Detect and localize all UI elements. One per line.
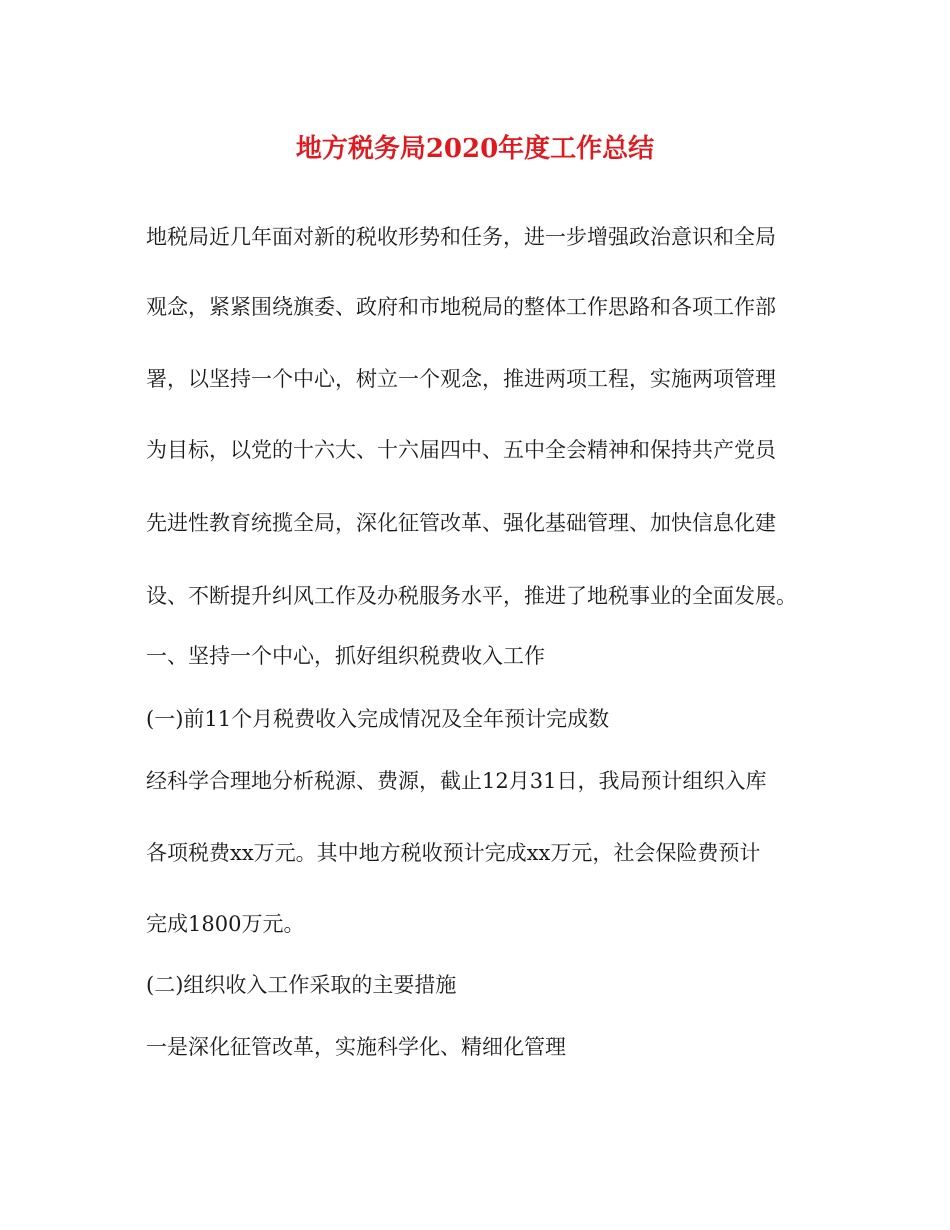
paragraph-line: 观念，紧紧围绕旗委、政府和市地税局的整体工作思路和各项工作部 — [146, 295, 776, 319]
paragraph-line: 经科学合理地分析税源、费源，截止12月31日，我局预计组织入库 — [146, 769, 767, 793]
subsection-heading: (二)组织收入工作采取的主要措施 — [146, 973, 457, 997]
document-title: 地方税务局2020年度工作总结 — [295, 134, 655, 164]
paragraph-line: 完成1800万元。 — [146, 912, 305, 936]
paragraph-line: 先进性教育统揽全局，深化征管改革、强化基础管理、加快信息化建 — [146, 511, 776, 535]
paragraph-line: 各项税费xx万元。其中地方税收预计完成xx万元，社会保险费预计 — [146, 841, 761, 865]
paragraph-line: 地税局近几年面对新的税收形势和任务，进一步增强政治意识和全局 — [146, 225, 776, 249]
paragraph-line: 一是深化征管改革，实施科学化、精细化管理 — [146, 1035, 566, 1059]
subsection-heading: (一)前11个月税费收入完成情况及全年预计完成数 — [146, 707, 610, 731]
paragraph-line: 署，以坚持一个中心，树立一个观念，推进两项工程，实施两项管理 — [146, 367, 776, 391]
paragraph-line: 为目标，以党的十六大、十六届四中、五中全会精神和保持共产党员 — [146, 438, 776, 462]
section-heading: 一、坚持一个中心，抓好组织税费收入工作 — [146, 644, 545, 668]
paragraph-line: 设、不断提升纠风工作及办税服务水平，推进了地税事业的全面发展。 — [146, 584, 797, 608]
